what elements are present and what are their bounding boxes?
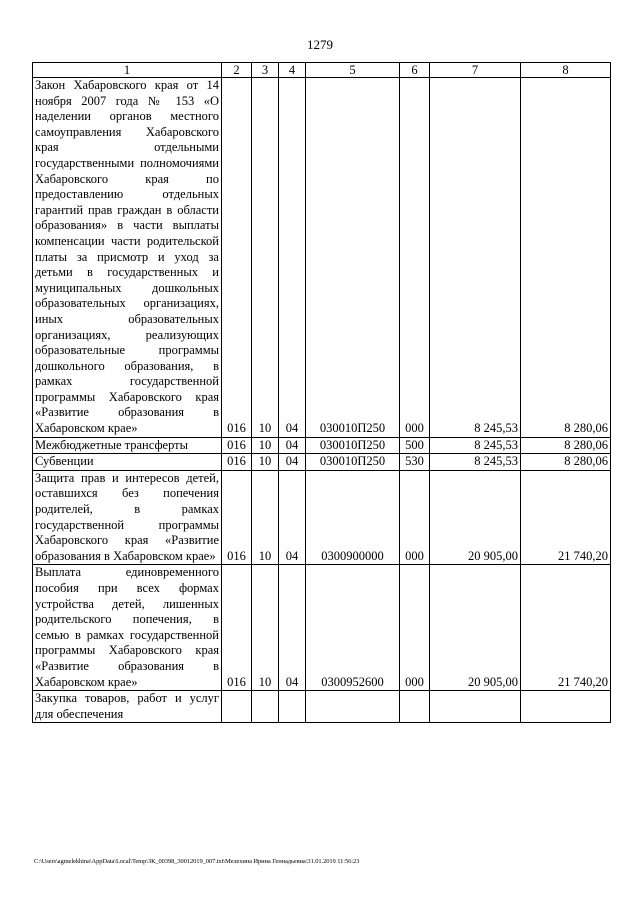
- cell-amount-2: 21 740,20: [521, 565, 611, 691]
- cell-section: 10: [252, 78, 279, 438]
- cell-code: 016: [222, 437, 252, 454]
- cell-type: 500: [400, 437, 430, 454]
- col-header: 7: [430, 63, 521, 78]
- row-name: Закупка товаров, работ и услуг для обеспечения: [33, 691, 222, 723]
- cell-amount-1: 8 245,53: [430, 437, 521, 454]
- table-row: [33, 691, 611, 723]
- row-name: Закон Хабаровского края от 14 ноября 2007 года № 153 «О наделении органов местного самоуправления Хабаровского края отдельными государственными полномочиями Хабаровского края по предоставлению отдельных гарантий прав граждан в области образования» в части выплаты компенсации части родительской платы за присмотр и уход за детьми в государственных и муниципальных дошкольных образовательных организациях, иных образовательных организациях, реализующих образовательные программы дошкольного образования, в рамках государственной программы Хабаровского края «Развитие образования в Хабаровском крае»: [33, 78, 222, 438]
- cell-subsection: 04: [279, 565, 306, 691]
- cell-target: 030010П250: [306, 437, 400, 454]
- cell-section: [252, 691, 279, 723]
- col-header: 2: [222, 63, 252, 78]
- cell-target: 0300900000: [306, 470, 400, 565]
- cell-type: 000: [400, 470, 430, 565]
- budget-table: [32, 62, 611, 723]
- cell-target: [306, 691, 400, 723]
- row-name: Выплата единовременного пособия при всех формах устройства детей, лишенных родительского попечения, в семью в рамках государственной программы Хабаровского края «Развитие образования в Хабаровском крае»: [33, 565, 222, 691]
- table-row: [33, 454, 611, 471]
- row-name: Субвенции: [33, 454, 222, 471]
- header-row: [33, 63, 611, 78]
- cell-subsection: 04: [279, 454, 306, 471]
- cell-type: [400, 691, 430, 723]
- cell-type: 000: [400, 78, 430, 438]
- col-header: 3: [252, 63, 279, 78]
- table-row: [33, 437, 611, 454]
- cell-code: 016: [222, 470, 252, 565]
- table-row: [33, 78, 611, 438]
- cell-amount-2: [521, 691, 611, 723]
- cell-code: 016: [222, 78, 252, 438]
- cell-amount-1: [430, 691, 521, 723]
- cell-subsection: 04: [279, 470, 306, 565]
- cell-amount-2: 8 280,06: [521, 454, 611, 471]
- table-row: [33, 565, 611, 691]
- cell-subsection: 04: [279, 437, 306, 454]
- col-header: 5: [306, 63, 400, 78]
- cell-type: 530: [400, 454, 430, 471]
- row-name: Межбюджетные трансферты: [33, 437, 222, 454]
- col-header: 6: [400, 63, 430, 78]
- cell-amount-1: 20 905,00: [430, 565, 521, 691]
- cell-target: 030010П250: [306, 78, 400, 438]
- col-header: 4: [279, 63, 306, 78]
- cell-amount-1: 8 245,53: [430, 454, 521, 471]
- cell-amount-1: 20 905,00: [430, 470, 521, 565]
- col-header: 1: [33, 63, 222, 78]
- cell-target: 030010П250: [306, 454, 400, 471]
- cell-amount-2: 8 280,06: [521, 78, 611, 438]
- col-header: 8: [521, 63, 611, 78]
- cell-target: 0300952600: [306, 565, 400, 691]
- cell-section: 10: [252, 437, 279, 454]
- cell-amount-2: 21 740,20: [521, 470, 611, 565]
- cell-section: 10: [252, 454, 279, 471]
- cell-subsection: [279, 691, 306, 723]
- cell-type: 000: [400, 565, 430, 691]
- cell-subsection: 04: [279, 78, 306, 438]
- file-path-footer: C:\Users\agmelekhina\AppData\Local\Temp\ЗК_00398_30012019_007.txt\Мелехина Ирина Геннадьевна\31.01.2019 11:56:23: [34, 858, 360, 865]
- cell-code: 016: [222, 454, 252, 471]
- row-name: Защита прав и интересов детей, оставшихся без попечения родителей, в рамках государственной программы Хабаровского края «Развитие образования в Хабаровском крае»: [33, 470, 222, 565]
- cell-code: 016: [222, 565, 252, 691]
- page-number: 1279: [307, 37, 333, 52]
- cell-amount-2: 8 280,06: [521, 437, 611, 454]
- cell-section: 10: [252, 470, 279, 565]
- cell-code: [222, 691, 252, 723]
- table-row: [33, 470, 611, 565]
- cell-amount-1: 8 245,53: [430, 78, 521, 438]
- cell-section: 10: [252, 565, 279, 691]
